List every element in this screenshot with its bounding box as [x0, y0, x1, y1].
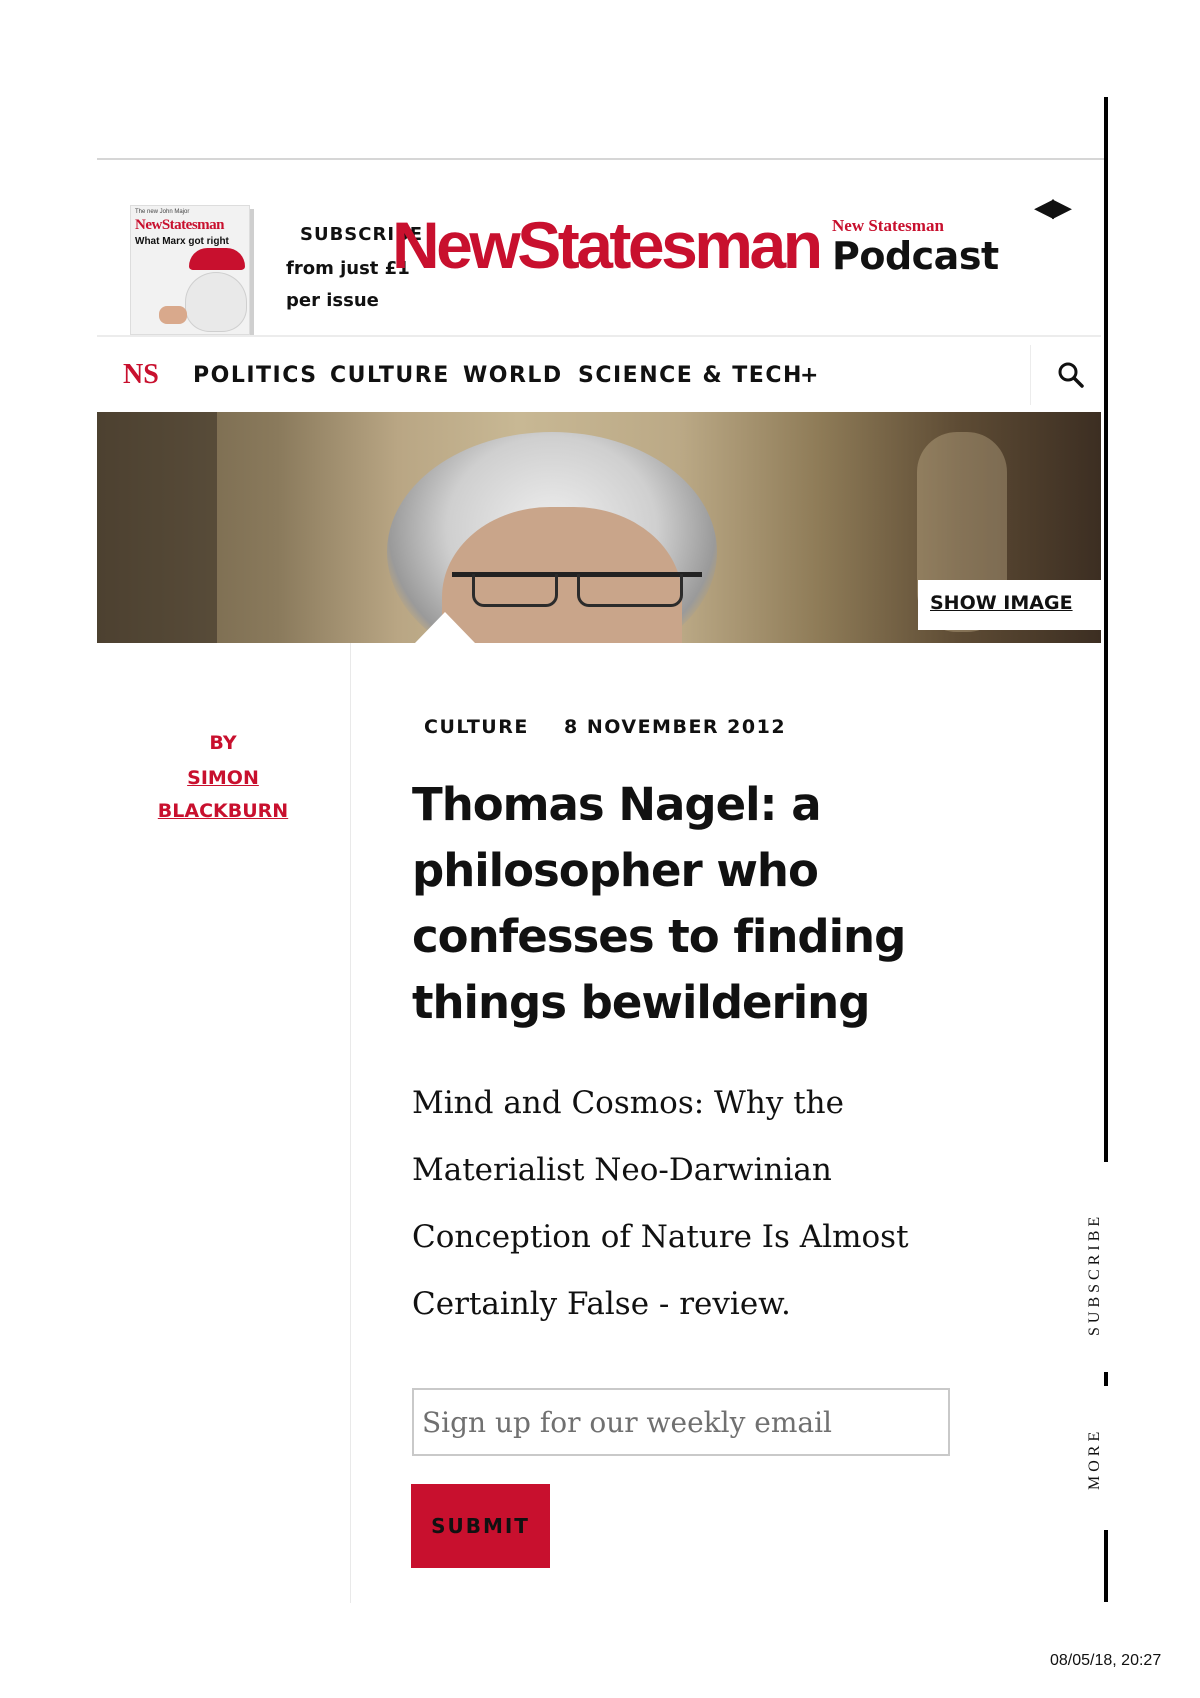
newsletter-email-input[interactable] [412, 1388, 950, 1456]
rail-more-link[interactable]: MORE [1086, 1427, 1103, 1490]
right-rail-bar [1104, 97, 1108, 1162]
nav-item-world[interactable]: WORLD [463, 363, 563, 388]
right-rail-bar [1104, 1372, 1108, 1386]
show-image-label[interactable]: SHOW IMAGE [930, 592, 1073, 614]
hero-background-shadow [97, 412, 217, 643]
hero-glasses-lens [577, 574, 683, 607]
nav-item-culture[interactable]: CULTURE [330, 363, 450, 388]
site-logo[interactable]: NewStatesman [392, 208, 820, 282]
ns-logo[interactable]: NS [123, 359, 159, 390]
cover-hand-illustration [159, 306, 187, 324]
article-section[interactable]: CULTURE [424, 716, 529, 738]
nav-more-button[interactable]: + [800, 363, 820, 388]
podcast-brand[interactable]: New Statesman [832, 216, 944, 235]
magazine-cover[interactable] [130, 205, 250, 335]
show-image-button[interactable] [918, 580, 1102, 630]
cover-brand: NewStatesman [135, 217, 224, 233]
nav-divider [1030, 345, 1031, 405]
subscribe-label[interactable]: SUBSCRIBE [300, 224, 424, 245]
rail-subscribe-link[interactable]: SUBSCRIBE [1086, 1212, 1103, 1336]
carousel-arrows-icon[interactable]: ◀▶ [1034, 192, 1070, 222]
article-headline: Thomas Nagel: a philosopher who confesses to finding things bewildering [412, 778, 906, 1029]
newsletter-submit-button[interactable]: SUBMIT [411, 1484, 550, 1568]
hero-notch [415, 612, 475, 643]
cover-headline: What Marx got right [135, 236, 229, 247]
main-nav [97, 335, 1101, 414]
right-rail-bar [1104, 1530, 1108, 1602]
article-date: 8 NOVEMBER 2012 [564, 716, 787, 738]
search-icon[interactable] [1055, 359, 1087, 391]
subscribe-per-issue: per issue [286, 290, 379, 311]
top-divider [97, 158, 1107, 160]
subscribe-price: from just £1 [286, 258, 410, 279]
podcast-title[interactable]: Podcast [832, 234, 999, 278]
article-standfirst: Mind and Cosmos: Why the Materialist Neo-Darwinian Conception of Nature Is Almost Certainly False - review. [412, 1085, 909, 1322]
hero-glasses-lens [472, 574, 558, 607]
cover-top-text: The new John Major [135, 209, 190, 215]
cover-cap-illustration [189, 248, 245, 270]
nav-item-science-tech[interactable]: SCIENCE & TECH [578, 363, 803, 388]
author-link[interactable]: SIMON BLACKBURN [157, 767, 289, 822]
nav-item-politics[interactable]: POLITICS [193, 363, 318, 388]
print-timestamp: 08/05/18, 20:27 [1050, 1652, 1162, 1669]
cover-beard-illustration [185, 272, 247, 332]
byline-prefix: BY [209, 732, 237, 754]
column-divider [350, 643, 351, 1603]
